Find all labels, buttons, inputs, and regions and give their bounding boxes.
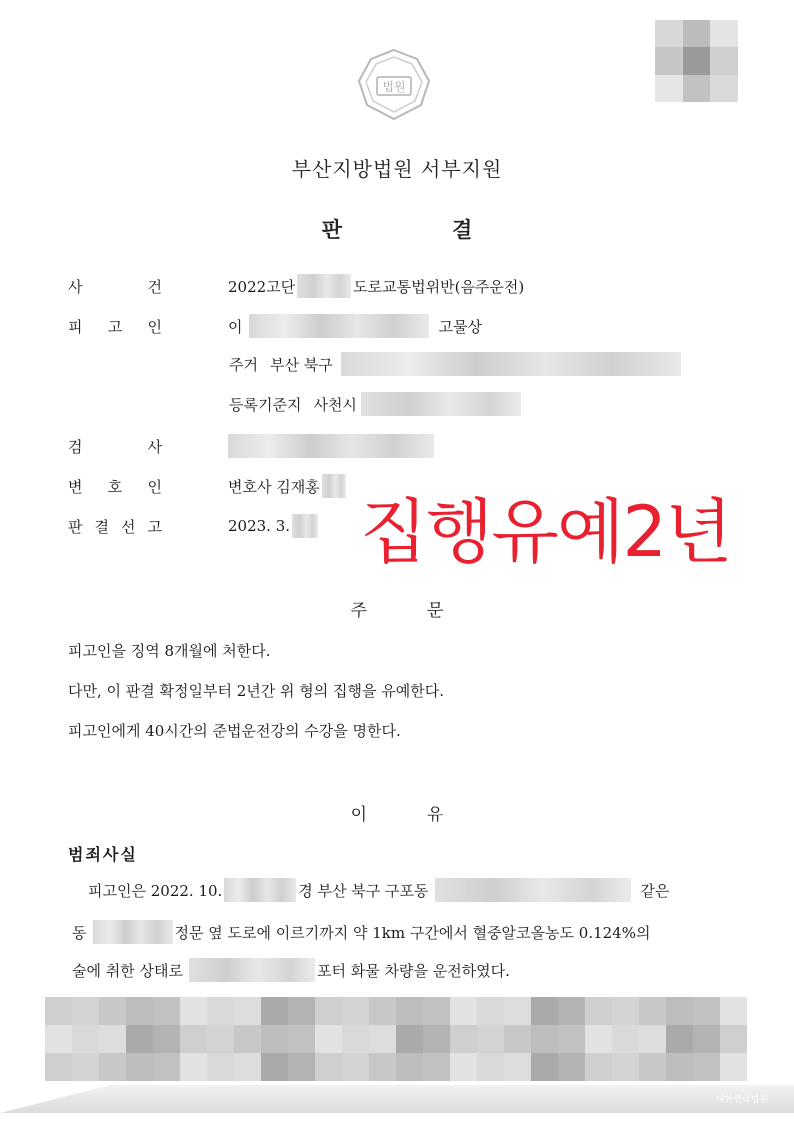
mosaic-tile bbox=[288, 997, 315, 1025]
mosaic-tile bbox=[558, 1025, 585, 1053]
mosaic-tile bbox=[423, 1053, 450, 1081]
redacted-case-number bbox=[297, 274, 351, 298]
mosaic-tile bbox=[666, 1053, 693, 1081]
mosaic-tile bbox=[666, 997, 693, 1025]
mosaic-tile bbox=[612, 997, 639, 1025]
mosaic-tile bbox=[234, 1053, 261, 1081]
redacted-date bbox=[224, 878, 296, 902]
mosaic-tile bbox=[585, 1053, 612, 1081]
order-line-2: 다만, 이 판결 확정일부터 2년간 위 형의 집행을 유예한다. bbox=[68, 682, 445, 700]
mosaic-tile bbox=[504, 997, 531, 1025]
mosaic-tile bbox=[234, 997, 261, 1025]
mosaic-tile bbox=[180, 1053, 207, 1081]
mosaic-tile bbox=[693, 1025, 720, 1053]
mosaic-tile bbox=[639, 997, 666, 1025]
mosaic-tile bbox=[612, 1025, 639, 1053]
mosaic-tile bbox=[153, 1025, 180, 1053]
reason-section-title: 이 유 bbox=[350, 805, 444, 825]
mosaic-tile bbox=[45, 1053, 72, 1081]
residence-value: 부산 북구 bbox=[269, 355, 333, 374]
registry-value: 사천시 bbox=[313, 395, 357, 414]
verdict-date-label: 판 결 선 고 bbox=[68, 517, 162, 536]
lawyer-value: 변호사 김재홍 bbox=[228, 477, 320, 496]
mosaic-tile bbox=[477, 1025, 504, 1053]
mosaic-tile bbox=[72, 997, 99, 1025]
mosaic-tile bbox=[531, 997, 558, 1025]
mosaic-tile bbox=[261, 1053, 288, 1081]
mosaic-tile bbox=[639, 1053, 666, 1081]
defendant-name-initial: 이 bbox=[228, 317, 243, 336]
redacted-defendant-info bbox=[249, 314, 429, 338]
mosaic-tile bbox=[126, 997, 153, 1025]
mosaic-tile bbox=[693, 1053, 720, 1081]
mosaic-tile bbox=[261, 997, 288, 1025]
mosaic-tile bbox=[369, 1025, 396, 1053]
lawyer-label: 변 호 인 bbox=[68, 477, 162, 496]
mosaic-tile bbox=[396, 997, 423, 1025]
mosaic-tile bbox=[315, 1053, 342, 1081]
mosaic-tile bbox=[45, 1025, 72, 1053]
redacted-registry bbox=[361, 392, 521, 416]
case-label: 사 건 bbox=[68, 277, 162, 296]
mosaic-tile bbox=[720, 1025, 747, 1053]
mosaic-tile bbox=[261, 1025, 288, 1053]
mosaic-tile bbox=[207, 1053, 234, 1081]
mosaic-tile bbox=[423, 1025, 450, 1053]
mosaic-tile bbox=[531, 1025, 558, 1053]
redacted-lawyer bbox=[322, 474, 346, 498]
footer-bar bbox=[0, 1085, 794, 1113]
mosaic-tile bbox=[153, 997, 180, 1025]
mosaic-tile bbox=[693, 997, 720, 1025]
mosaic-tile bbox=[99, 997, 126, 1025]
order-line-1: 피고인을 징역 8개월에 처한다. bbox=[68, 642, 271, 660]
redacted-prosecutor bbox=[228, 434, 434, 458]
mosaic-tile bbox=[477, 1053, 504, 1081]
mosaic-tile bbox=[369, 997, 396, 1025]
mosaic-tile bbox=[450, 1025, 477, 1053]
mosaic-tile bbox=[720, 997, 747, 1025]
redacted-verdict-day bbox=[292, 514, 318, 538]
mosaic-tile bbox=[531, 1053, 558, 1081]
mosaic-tile bbox=[288, 1053, 315, 1081]
mosaic-tile bbox=[666, 1025, 693, 1053]
mosaic-tile bbox=[72, 1025, 99, 1053]
redacted-residence bbox=[341, 352, 681, 376]
mosaic-tile bbox=[504, 1025, 531, 1053]
mosaic-tile bbox=[477, 997, 504, 1025]
case-row bbox=[68, 272, 524, 300]
redacted-mosaic-top-right bbox=[655, 20, 738, 102]
mosaic-tile bbox=[639, 1025, 666, 1053]
prosecutor-row bbox=[68, 432, 436, 460]
mosaic-tile bbox=[342, 1025, 369, 1053]
case-charge: 도로교통법위반(음주운전) bbox=[353, 277, 525, 296]
mosaic-tile bbox=[72, 1053, 99, 1081]
facts-line-2: 동 정문 옆 도로에 이르기까지 약 1km 구간에서 혈중알코올농도 0.124%의 bbox=[72, 918, 650, 946]
mosaic-tile bbox=[396, 1025, 423, 1053]
mosaic-tile bbox=[342, 997, 369, 1025]
mosaic-tile bbox=[612, 1053, 639, 1081]
facts-line-1: 피고인은 2022. 10. 경 부산 북구 구포동 같은 bbox=[88, 876, 670, 904]
order-section-title: 주 문 bbox=[350, 601, 444, 621]
mosaic-tile bbox=[126, 1053, 153, 1081]
mosaic-tile bbox=[180, 1025, 207, 1053]
mosaic-tile bbox=[180, 997, 207, 1025]
redacted-vehicle bbox=[189, 958, 315, 982]
redacted-address bbox=[435, 878, 631, 902]
court-name: 부산지방법원 서부지원 bbox=[291, 157, 503, 181]
mosaic-tile bbox=[720, 1053, 747, 1081]
order-line-3: 피고인에게 40시간의 준법운전강의 수강을 명한다. bbox=[68, 722, 401, 740]
verdict-date-row bbox=[68, 512, 320, 540]
residence-line bbox=[229, 350, 683, 378]
mosaic-tile bbox=[315, 1025, 342, 1053]
mosaic-tile bbox=[423, 997, 450, 1025]
facts-heading: 범죄사실 bbox=[68, 845, 138, 864]
mosaic-tile bbox=[153, 1053, 180, 1081]
verdict-date-value: 2023. 3. bbox=[228, 517, 291, 535]
mosaic-tile bbox=[99, 1053, 126, 1081]
registry-label: 등록기준지 bbox=[229, 395, 302, 414]
registry-line bbox=[229, 390, 523, 418]
mosaic-tile bbox=[315, 997, 342, 1025]
redacted-place bbox=[93, 920, 173, 944]
mosaic-tile bbox=[450, 997, 477, 1025]
mosaic-tile bbox=[99, 1025, 126, 1053]
mosaic-tile bbox=[396, 1053, 423, 1081]
suspended-sentence-stamp: 집행유예2년 bbox=[360, 491, 731, 573]
court-seal-logo bbox=[355, 47, 433, 123]
facts-line-3: 술에 취한 상태로 포터 화물 차량을 운전하였다. bbox=[72, 956, 510, 984]
defendant-row bbox=[68, 312, 482, 340]
mosaic-tile bbox=[126, 1025, 153, 1053]
mosaic-tile bbox=[207, 1025, 234, 1053]
mosaic-tile bbox=[450, 1053, 477, 1081]
case-number-prefix: 2022고단 bbox=[228, 277, 296, 296]
mosaic-tile bbox=[288, 1025, 315, 1053]
mosaic-tile bbox=[585, 997, 612, 1025]
mosaic-tile bbox=[585, 1025, 612, 1053]
mosaic-tile bbox=[207, 997, 234, 1025]
mosaic-tile bbox=[45, 997, 72, 1025]
mosaic-tile bbox=[342, 1053, 369, 1081]
mosaic-tile bbox=[504, 1053, 531, 1081]
mosaic-tile bbox=[558, 997, 585, 1025]
footer-court-mark: 대한민국법원 bbox=[715, 1095, 768, 1105]
residence-label: 주거 bbox=[229, 355, 258, 374]
document-title: 판 결 bbox=[321, 218, 473, 242]
mosaic-tile bbox=[558, 1053, 585, 1081]
mosaic-tile bbox=[369, 1053, 396, 1081]
mosaic-tile bbox=[234, 1025, 261, 1053]
prosecutor-label: 검 사 bbox=[68, 437, 162, 456]
defendant-occupation: 고물상 bbox=[438, 317, 482, 336]
lawyer-row bbox=[68, 472, 348, 500]
defendant-label: 피 고 인 bbox=[68, 317, 162, 336]
svg-text:법원: 법원 bbox=[382, 80, 406, 94]
redacted-mosaic-bottom bbox=[45, 997, 747, 1081]
